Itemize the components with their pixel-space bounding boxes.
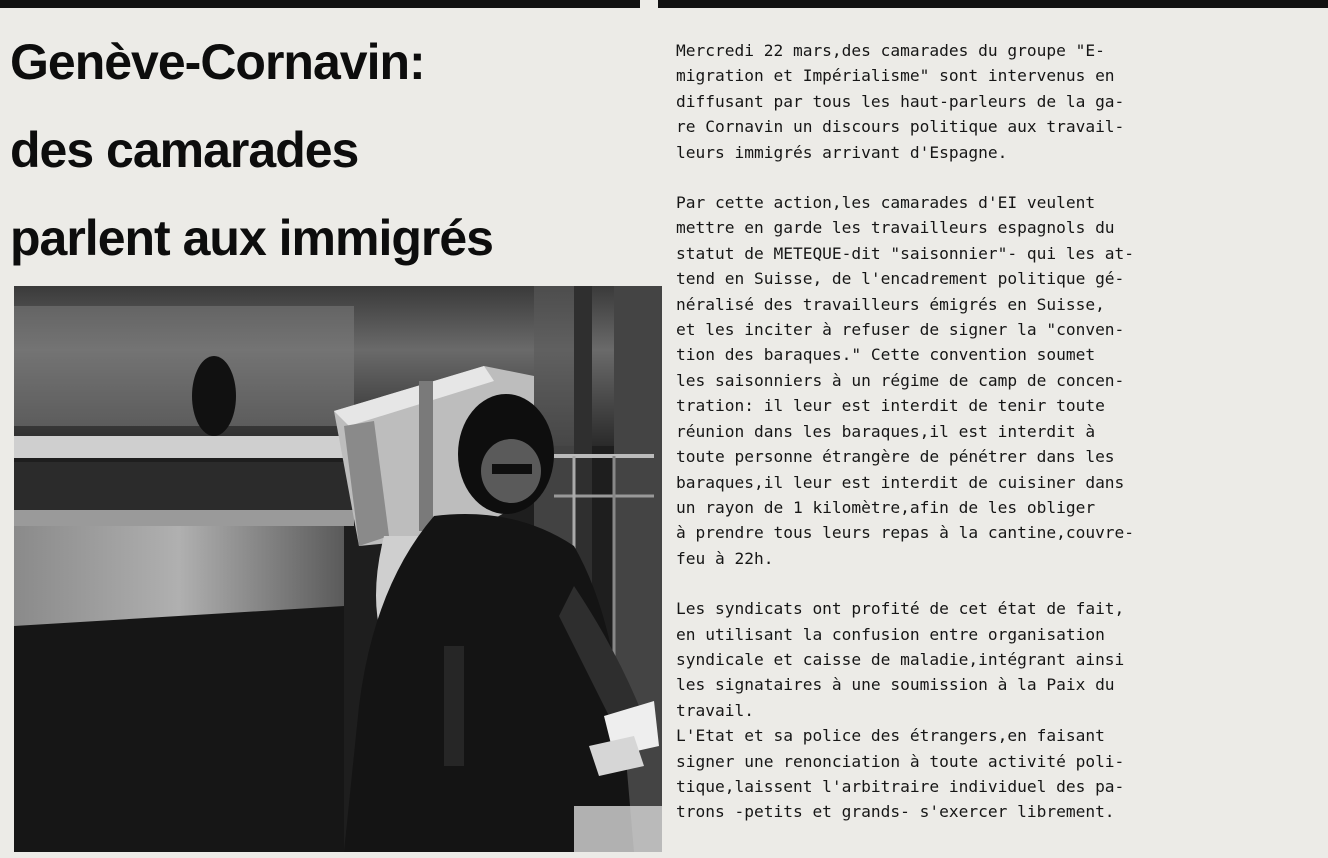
headline-line-3: parlent aux immigrés <box>10 210 493 266</box>
article-paragraph-2: Par cette action,les camarades d'EI veulent mettre en garde les travailleurs espagnols du statut de METEQUE-dit "saisonnier"- qui les at- tend en Suisse, de l'encadrement politique gé- néralisé des travailleurs émigrés en Suisse, et les inciter à refuser de signer la "conven- tion des baraques." Cette convention soumet les saisonniers à un régime de camp de concen- tration: il leur est interdit de tenir toute réunion dans les baraques,il est interdit à toute personne étrangère de pénétrer dans les baraques,il leur est interdit de cuisiner dans un rayon de 1 kilomètre,afin de les obliger à prendre tous leurs repas à la cantine,couvre- feu à 22h. <box>676 193 1135 568</box>
article-paragraph-3: Les syndicats ont profité de cet état de fait, en utilisant la confusion entre organisation syndicale et caisse de maladie,intégrant ainsi les signataires à une soumission à la Paix du travail. L'Etat et sa police des étrangers,en faisant signer une renonciation à toute activité poli- tique,laissent l'arbitraire individuel des pa- trons -petits et grands- s'exercer librement. <box>676 599 1125 822</box>
top-rule <box>0 0 1328 8</box>
photo-of-immigrant-worker-icon <box>14 286 662 852</box>
article-body <box>676 38 1326 825</box>
top-rule-gap <box>640 0 658 8</box>
headline-line-2: des camarades <box>10 122 359 178</box>
news-photo <box>14 286 662 852</box>
headline <box>10 18 620 282</box>
article-paragraph-1: Mercredi 22 mars,des camarades du groupe "E- migration et Impérialisme" sont intervenus en diffusant par tous les haut-parleurs de la ga- re Cornavin un discours politique aux travail- leurs immigrés arrivant d'Espagne. <box>676 41 1125 162</box>
headline-line-1: Genève-Cornavin: <box>10 34 425 90</box>
